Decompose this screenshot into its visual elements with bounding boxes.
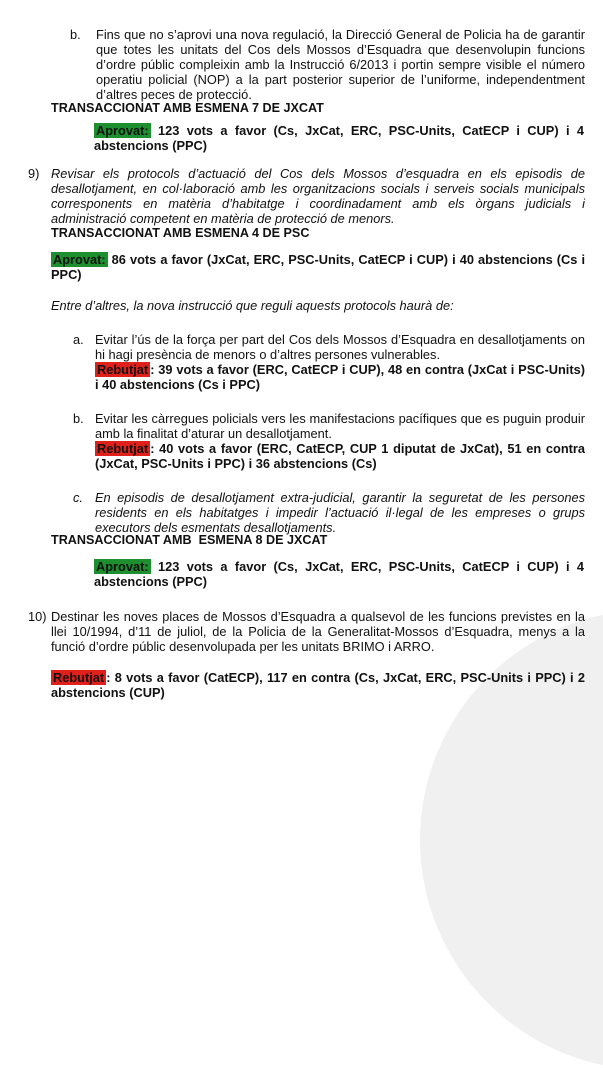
item-c-text: En episodis de desallotjament extra-judicial, garantir la seguretat de les persones residents en els habitatges i impedir l’actuació il·legal de les empreses o grups executors dels esmentats desallotjaments. <box>95 490 585 535</box>
item-a-text: Evitar l’ús de la força per part del Cos dels Mossos d’Esquadra en desallotjaments on hi hagi presència de menors o d’altres persones vulnerables. <box>95 332 585 362</box>
item-b2-text: Evitar les càrregues policials vers les manifestacions pacífiques que es puguin produir amb la finalitat d’aturar un desallotjament. <box>95 411 585 441</box>
vote-text: : 40 vots a favor (ERC, CatECP, CUP 1 diputat de JxCat), 51 en contra (JxCat, PSC-Units i PPC) i 36 abstencions (Cs) <box>95 441 585 471</box>
vote-text: : 39 vots a favor (ERC, CatECP i CUP), 48 en contra (JxCat i PSC-Units) i 40 abstencions (Cs i PPC) <box>95 362 585 392</box>
vote-result-9 <box>51 252 585 282</box>
item-b2-marker: b. <box>73 411 84 426</box>
item-10-number: 10) <box>28 609 47 624</box>
vote-text: 123 vots a favor (Cs, JxCat, ERC, PSC-Units, CatECP i CUP) i 4 abstencions (PPC) <box>94 559 584 589</box>
item-a-marker: a. <box>73 332 84 347</box>
transaction-note-7: TRANSACCIONAT AMB ESMENA 7 DE JXCAT <box>51 101 324 115</box>
status-badge-rejected: Rebutjat <box>53 670 105 685</box>
vote-result-10 <box>51 670 585 700</box>
transaction-note-8: TRANSACCIONAT AMB ESMENA 8 DE JXCAT <box>51 533 328 547</box>
intro-text: Entre d’altres, la nova instrucció que reguli aquests protocols haurà de: <box>51 298 454 313</box>
vote-result-a <box>95 362 585 392</box>
vote-result-b2 <box>95 441 585 471</box>
item-9-text: Revisar els protocols d’actuació del Cos dels Mossos d’esquadra en els episodis de desallotjament, en col·laboració amb les organitzacions socials i serveis socials municipals corresponents en matèria d’habitatge i coordinadament amb els òrgans judicials i administració competent en matèria de protecció de menors. <box>51 166 585 226</box>
item-c-marker: c. <box>73 490 83 505</box>
status-badge-approved: Aprovat: <box>53 252 106 267</box>
item-b-marker: b. <box>70 27 81 42</box>
transaction-note-4: TRANSACCIONAT AMB ESMENA 4 DE PSC <box>51 226 310 240</box>
item-10-text: Destinar les noves places de Mossos d’Esquadra a qualsevol de les funcions previstes en la llei 10/1994, d’11 de juliol, de la Policia de la Generalitat-Mossos d’Esquadra, menys a la funció d’ordre públic desenvolupada per les unitats BRIMO i ARRO. <box>51 609 585 654</box>
item-b-text: Fins que no s’aprovi una nova regulació, la Direcció General de Policia ha de garantir que totes les unitats del Cos dels Mossos d’Esquadra que desenvolupin funcions d’ordre públic compleixin amb la Instrucció 6/2013 i portin sempre visible el número operatiu policial (NOP) a la part posterior superior de l’uniforme, independentment d’altres peces de protecció. <box>96 27 585 102</box>
vote-result-b <box>94 123 584 153</box>
vote-text: 123 vots a favor (Cs, JxCat, ERC, PSC-Units, CatECP i CUP) i 4 abstencions (PPC) <box>94 123 584 153</box>
status-badge-approved: Aprovat: <box>96 559 149 574</box>
status-badge-rejected: Rebutjat <box>97 362 149 377</box>
status-badge-rejected: Rebutjat <box>97 441 149 456</box>
item-9-number: 9) <box>28 166 40 181</box>
vote-text: : 8 vots a favor (CatECP), 117 en contra (Cs, JxCat, ERC, PSC-Units i PPC) i 2 abstencions (CUP) <box>51 670 585 700</box>
status-badge-approved: Aprovat: <box>96 123 149 138</box>
vote-text: 86 vots a favor (JxCat, ERC, PSC-Units, CatECP i CUP) i 40 abstencions (Cs i PPC) <box>51 252 585 282</box>
vote-result-c <box>94 559 584 589</box>
